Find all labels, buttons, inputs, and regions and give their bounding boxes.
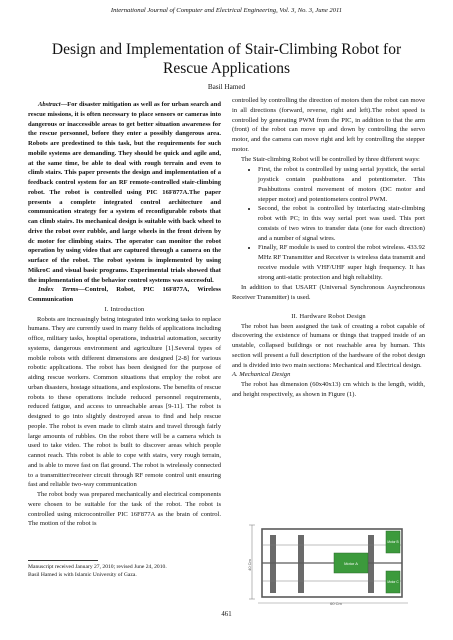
motor-label: Motor C	[387, 580, 399, 584]
paper-title: Design and Implementation of Stair-Climbing Robot for Rescue Applications	[51, 41, 402, 77]
list-item: • Finally, RF module is used to control the robot wireless. 433.92 MHz RF Transmitter and Receiver is wireless data transmit and receive module with VHF/UHF super high frequency. It has strong anti-static protection and high reliability.	[258, 243, 425, 282]
index-terms-lead: Index Terms	[38, 286, 79, 294]
length-dimension-label: 60 Cm	[330, 601, 342, 606]
motion-paragraph: controlled by controlling the direction of motors then the robot can move in all directions (forward, reverse, right and left).The robot speed is controlled by generating PWM from the PIC, in addition to that the arm (front) of the robot can move up and down by controlling the servo motor, and the camera can move right and left by controlling the stepper motor.	[232, 97, 425, 153]
author-name: Basil Hamed	[207, 83, 246, 91]
list-item: • First, the robot is controlled by using serial joystick, the serial joystick contain pushbuttons and potentiometer. This Pushbuttons control movement of motors (DC motor and stepper motor) and potentiometers control PWM.	[258, 165, 425, 204]
footnote-line: Basil Hamed is with Islamic University of Gaza.	[28, 571, 137, 578]
hardware-paragraph: The robot has been assigned the task of creating a robot capable of discovering the existence of humans or things that trapped inside of an unstable, collapsed buildings or not reachable area by human. This section will present a full description of the hardware of the robot design and is divided into two main sections: Mechanical and Electrical design.	[232, 322, 425, 369]
index-terms-text: —Control, Robot, PIC 16F877A, Wireless Communication	[28, 286, 221, 303]
control-ways-list	[232, 165, 425, 282]
left-track	[270, 535, 276, 593]
robot-dimension-figure	[248, 523, 416, 606]
motor-label: Motor B	[387, 540, 399, 544]
control-ways-paragraph: The Stair-climbing Robot will be controlled by three different ways:	[241, 155, 420, 163]
left-column	[28, 100, 221, 529]
page-number: 461	[221, 611, 232, 618]
footnote	[28, 564, 221, 579]
section-heading-introduction: I. Introduction	[104, 305, 145, 313]
journal-header: International Journal of Computer and Electrical Engineering, Vol. 3, No. 3, June 2011	[110, 7, 343, 14]
abstract-lead: Abstract	[38, 101, 61, 108]
width-dimension-label: 40 Cm	[247, 559, 252, 571]
abstract-text: —For disaster mitigation as well as for urban search and rescue missions, it is often necessary to place sensors or cameras into dangerous or inaccessible areas to get better situation awareness for the rescue personnel, before they enter a possibly dangerous area. Robots are predestined to this task, but the requirements for such mobile systems are demanding. They should be quick and agile and, at the same time, be able to deal with rough terrain and even to climb stairs. This paper presents the design and implementation of a feedback control system for an RF remote-controlled stair-climbing robot. The robot is controlled using PIC 16F877A.The paper presents a complete integrated control architecture and communication strategy for a system of reconfigurable robots that can climb stairs. Its mechanical design is suitable with back wheel to drive the robot over rubble, and large wheels in the front driven by dc motor for climbing stairs. The operator can monitor the robot operation by using video that are captured through a camera on the surface of the robot. The robot system is implemented by using MikroC and visual basic programs. Experimental trials showed that the implementation of the behavior control systems was successful.	[28, 101, 221, 284]
abstract	[28, 100, 221, 285]
front-track	[368, 535, 374, 593]
list-item: • Second, the robot is controlled by interfacing stair-climbing robot with PC; in this way serial port was used. This port consists of two wires to transfer data (one for each direction) and a number of signal wires.	[258, 204, 425, 243]
footnote-line: Manuscript received January 27, 2010; revised June 24, 2010.	[28, 564, 167, 570]
index-terms	[28, 285, 221, 305]
mechanical-paragraph: The robot has dimension (60x40x13) cm which is the length, width, and height respectively, as shown in Figure (1).	[232, 381, 425, 398]
footnote-rule	[28, 560, 98, 561]
center-track	[298, 535, 304, 593]
motor-label: Motor A	[344, 561, 358, 566]
intro-paragraph-2: The robot body was prepared mechanically and electrical components were chosen to be suitable for the task of the robot. The robot is controlled using microcontroller PIC 16F877A as the brain of control. The motion of the robot is	[28, 491, 221, 528]
subsection-heading-mechanical: A. Mechanical Design	[232, 371, 291, 379]
right-column	[232, 96, 425, 400]
section-heading-hardware: II. Hardware Robot Design	[291, 312, 366, 320]
intro-paragraph-1: Robots are increasingly being integrated into working tasks to replace humans. They are currently used in many fields of applications including office, military tasks, hospital operations, industrial automation, security systems, dangerous environment and agriculture [1].Several types of mobile robots with different dimensions are designed [2-8] for various robotic applications. The robot has been designed for the purpose of aiding rescue workers. Common situations that employ the robot are urban disasters, hostage situations, and explosions. The benefits of rescue robots to these operations include reduced personnel requirements, reduced fatigue, and access to unreachable areas [9-11]. The robot is designed to go into slightly destroyed areas to find and help rescue people. The robot is even made to climb stairs and travel through fairly large amounts of rubbles. On the robot there will be a camera which is used to take video. The robot is built to discover areas which people cannot reach. This robot is able to cope with stairs, very rough terrain, and is able to move fast on flat ground. The robot is wirelessly connected to a transmitter/receiver circuit through RF remote control unit ensuring fast and reliable two-way communication	[28, 315, 221, 489]
usart-paragraph: In addition to that USART (Universal Synchronous Asynchronous Receiver Transmitter) is used.	[232, 284, 425, 301]
